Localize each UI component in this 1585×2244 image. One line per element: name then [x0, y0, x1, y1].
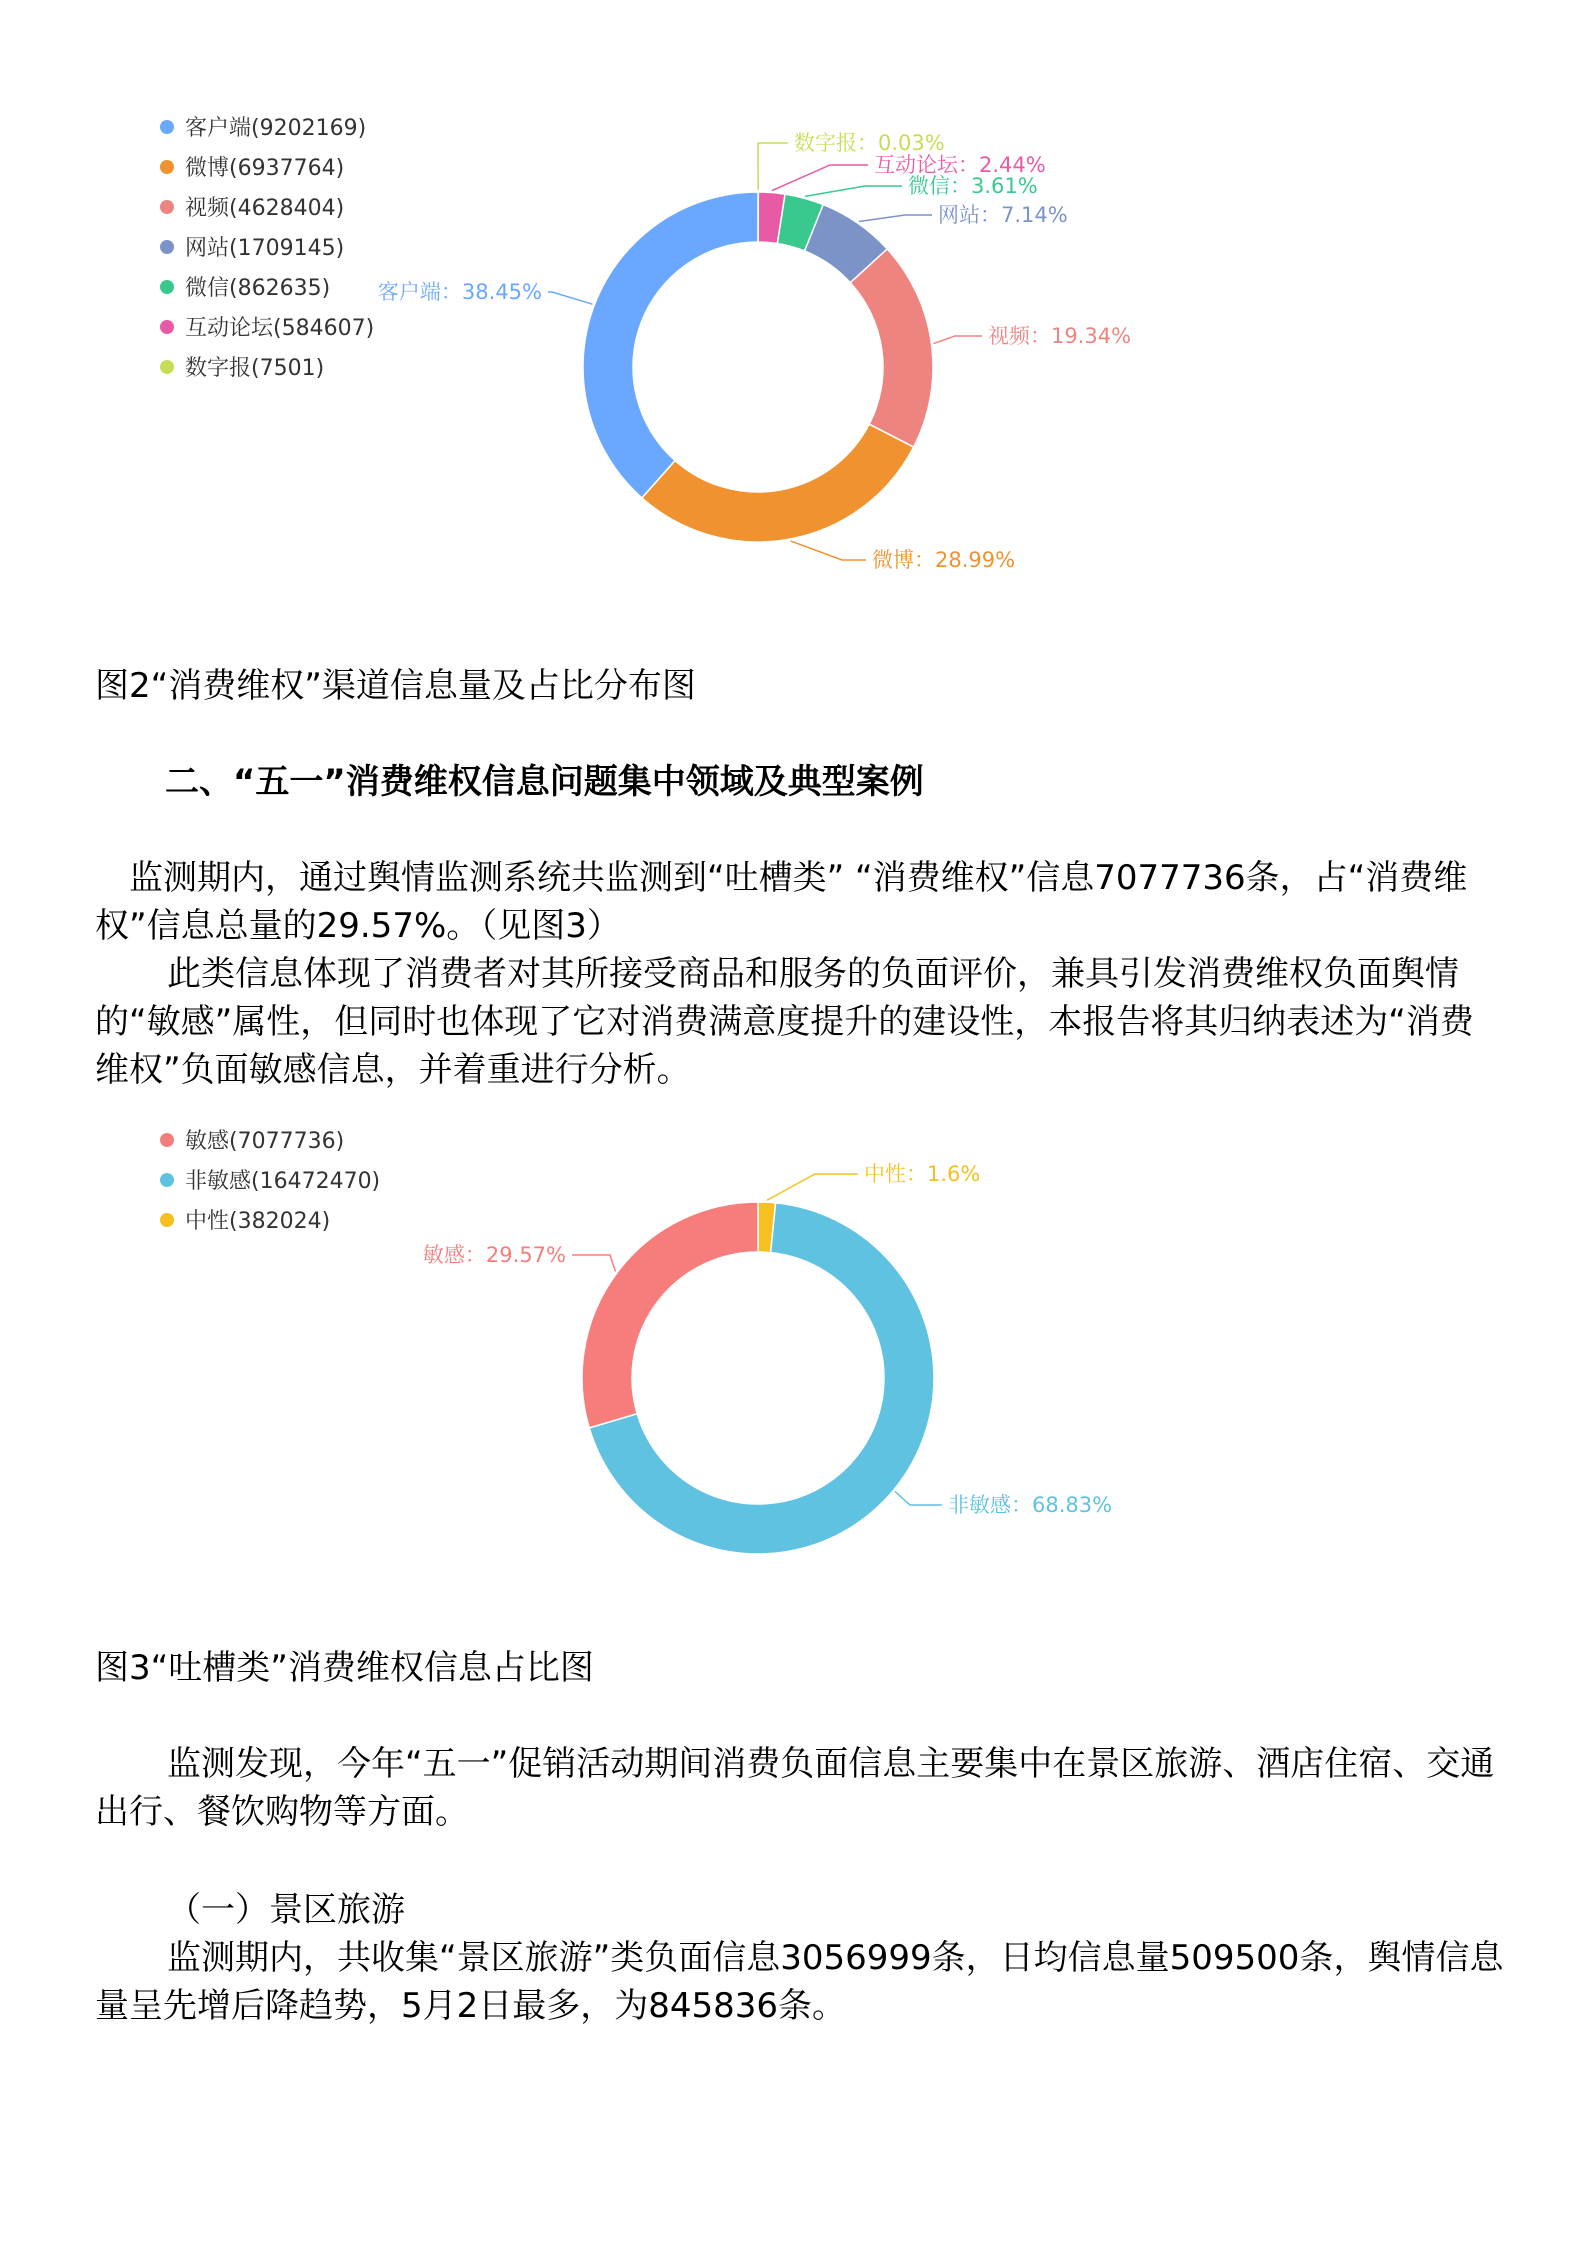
sub1-heading: （一）景区旅游 — [167, 1890, 405, 1930]
fig3-caption: 图3“吐槽类”消费维权信息占比图 — [95, 1648, 594, 1688]
callout-line-敏感 — [572, 1255, 615, 1271]
callout-line-非敏感 — [895, 1492, 942, 1505]
section2-heading: 二、“五一”消费维权信息问题集中领域及典型案例 — [165, 762, 924, 802]
callout-line-中性 — [767, 1174, 858, 1200]
legend-label-6: 互动论坛(584607) — [185, 316, 375, 341]
legend-marker-2 — [160, 1173, 174, 1187]
callout-label-微博: 微博：28.99% — [872, 548, 1016, 572]
subsection-1 — [95, 1886, 1505, 2030]
legend-label-2: 非敏感(16472470) — [185, 1169, 381, 1194]
callout-label-微信: 微信：3.61% — [908, 174, 1038, 198]
para2-text: 此类信息体现了消费者对其所接受商品和服务的负面评价，兼具引发消费维权负面舆情的“敏感”属性，但同时也体现了它对消费满意度提升的建设性，本报告将其归纳表述为“消费维权”负面敏感信息，并着重进行分析。 — [95, 954, 1474, 1090]
para3-text: 监测发现，今年“五一”促销活动期间消费负面信息主要集中在景区旅游、酒店住宿、交通出行、餐饮购物等方面。 — [95, 1744, 1495, 1832]
callout-label-非敏感: 非敏感：68.83% — [948, 1493, 1113, 1517]
para4-text: 监测期内，共收集“景区旅游”类负面信息3056999条，日均信息量509500条，舆情信息量呈先增后降趋势，5月2日最多，为845836条。 — [95, 1938, 1504, 2026]
legend-label-2: 微博(6937764) — [185, 156, 345, 181]
callout-label-敏感: 敏感：29.57% — [422, 1243, 566, 1267]
callout-label-数字报: 数字报：0.03% — [794, 131, 945, 155]
callout-label-互动论坛: 互动论坛：2.44% — [874, 153, 1046, 177]
callout-label-中性: 中性：1.6% — [864, 1162, 981, 1186]
legend-label-5: 微信(862635) — [185, 276, 331, 301]
callout-label-视频: 视频：19.34% — [988, 324, 1132, 348]
fig2-caption: 图2“消费维权”渠道信息量及占比分布图 — [95, 666, 696, 706]
callout-label-网站: 网站：7.14% — [938, 203, 1068, 227]
legend-label-7: 数字报(7501) — [185, 356, 325, 381]
para1-text: 监测期内，通过舆情监测系统共监测到“吐槽类” “消费维权”信息7077736条，占“消费维权”信息总量的29.57%。（见图3） — [95, 858, 1468, 946]
legend-label-4: 网站(1709145) — [185, 236, 345, 261]
legend-label-1: 客户端(9202169) — [185, 116, 367, 141]
paragraph-3 — [95, 1740, 1505, 1836]
legend-marker-3 — [160, 1213, 174, 1227]
legend-label-3: 视频(4628404) — [185, 196, 345, 221]
callout-label-客户端: 客户端：38.45% — [377, 280, 542, 304]
legend-label-1: 敏感(7077736) — [185, 1129, 345, 1154]
legend-label-3: 中性(382024) — [185, 1209, 331, 1234]
legend-marker-1 — [160, 1133, 174, 1147]
slice-敏感 — [582, 1202, 758, 1428]
